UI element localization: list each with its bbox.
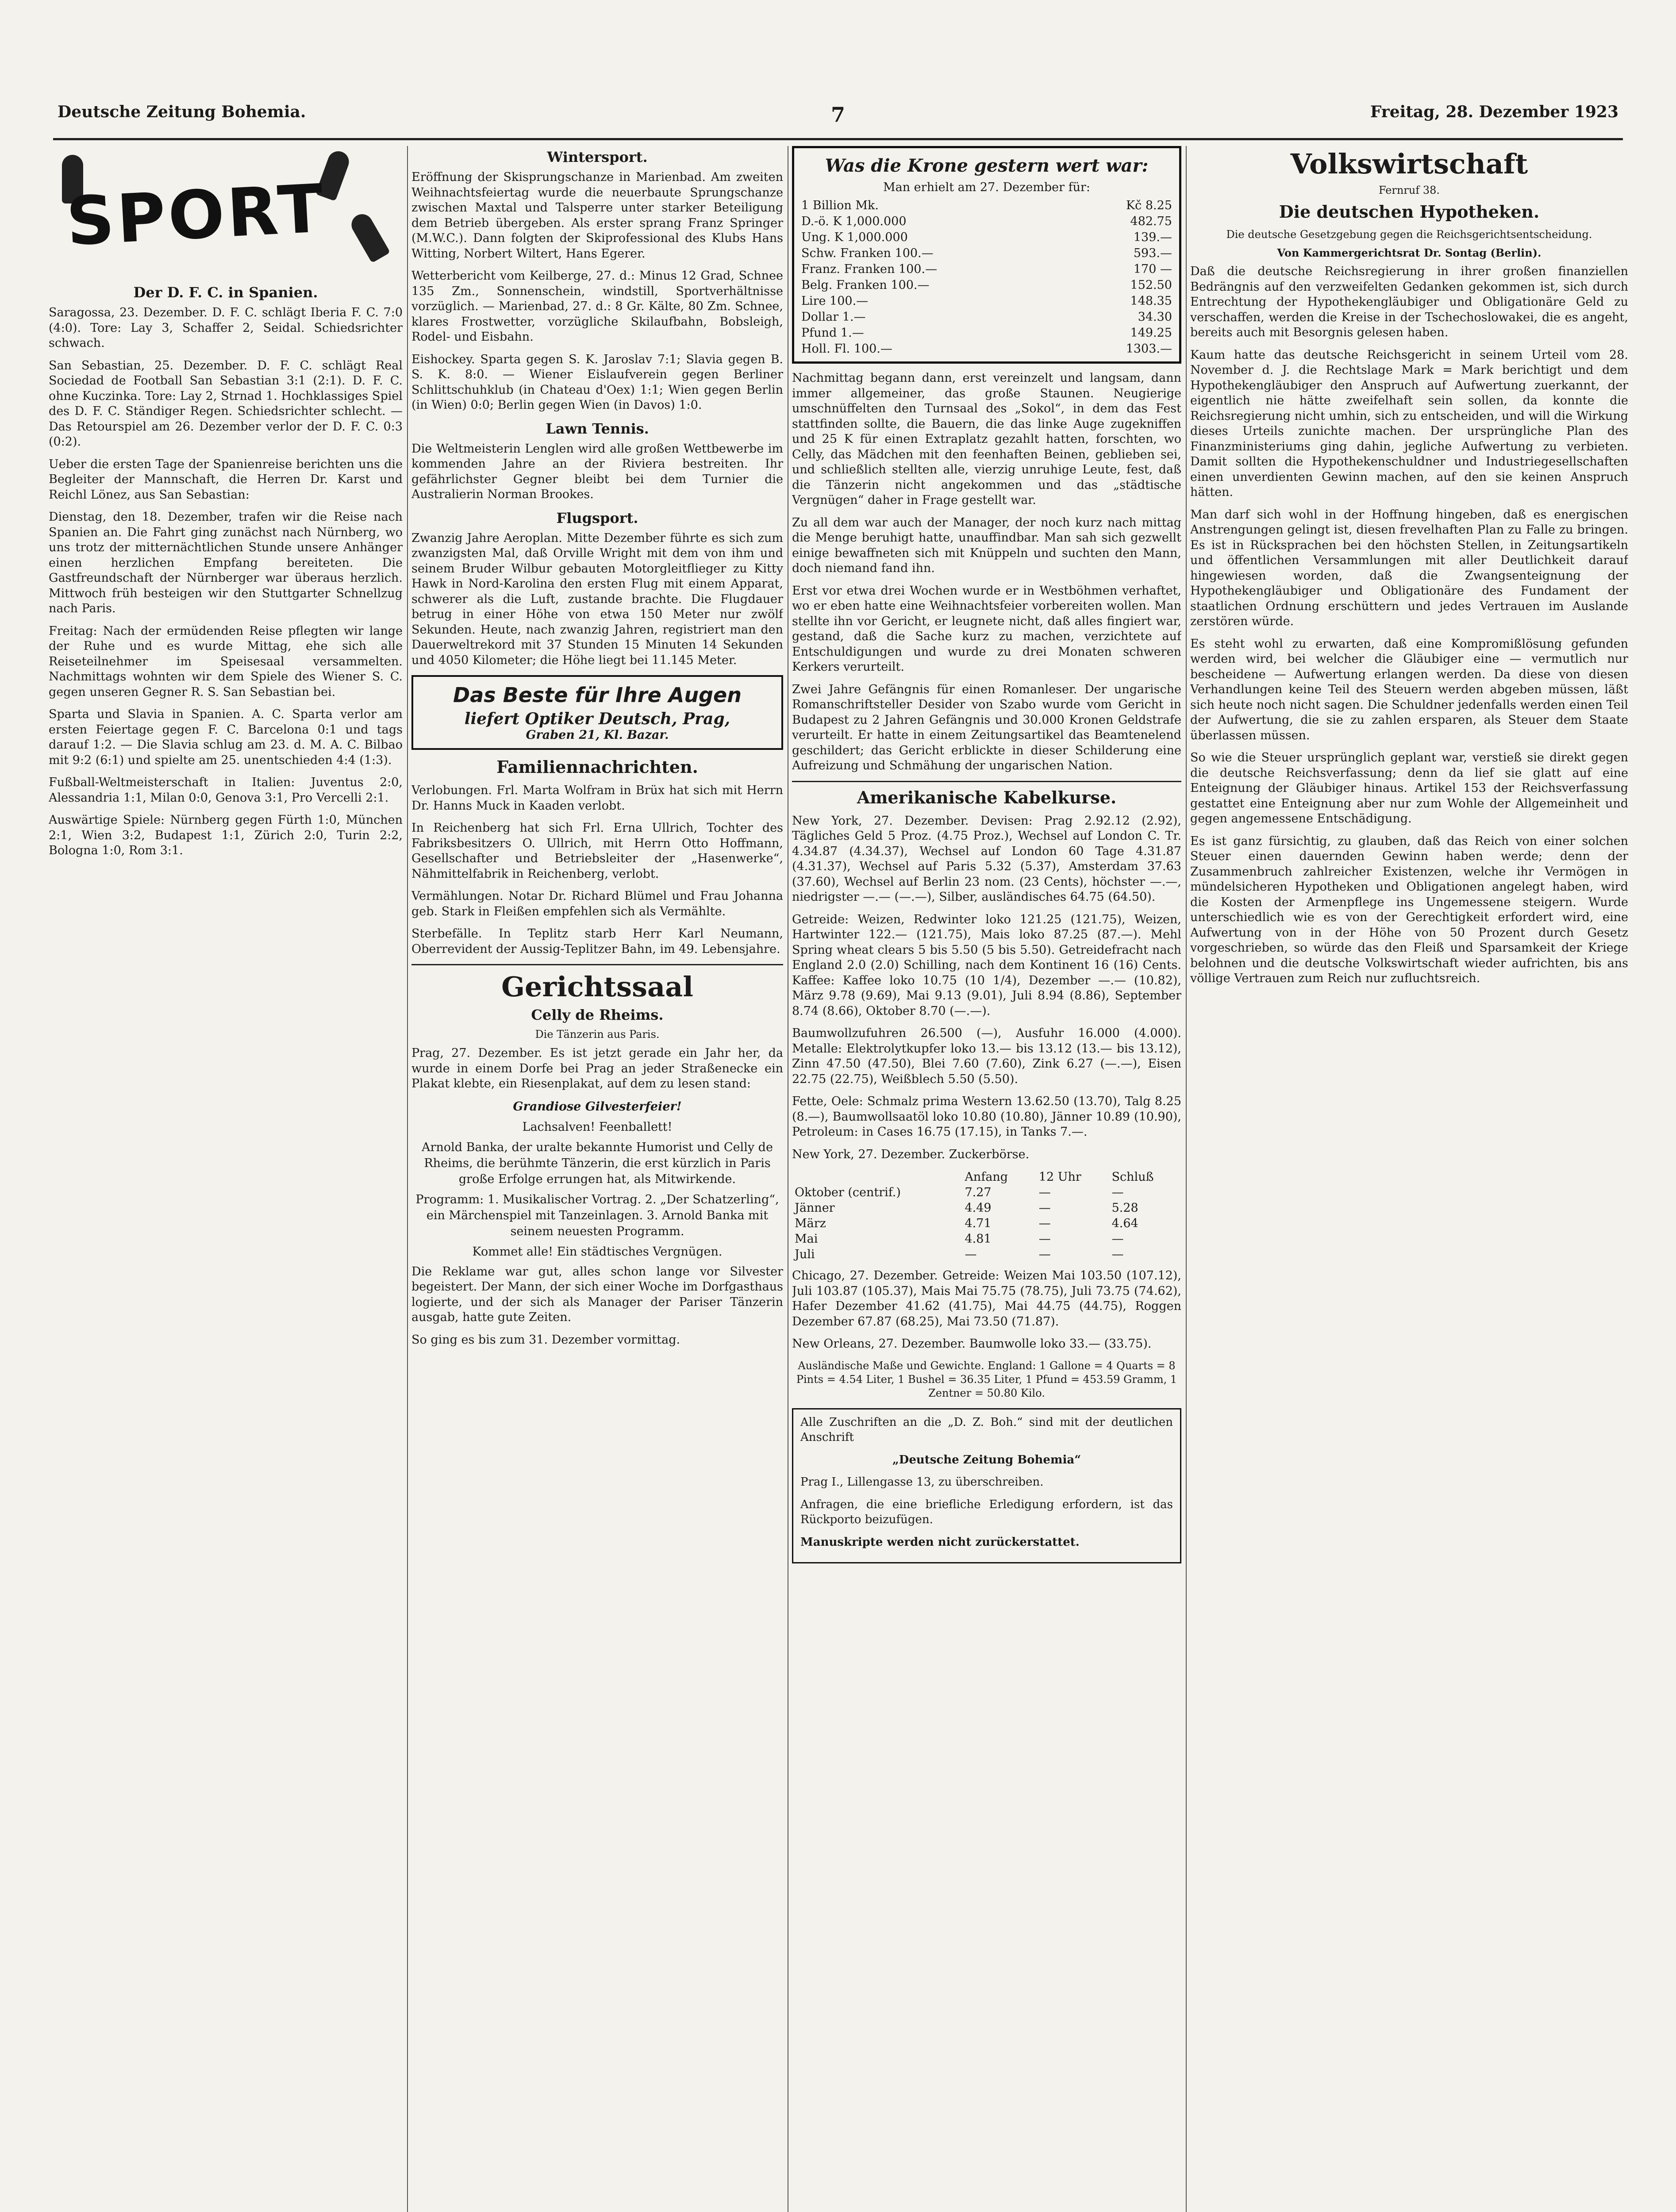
currency-rate-row <box>801 309 1172 325</box>
athlete-figure-icon <box>348 210 391 263</box>
article-paragraph: So ging es bis zum 31. Dezember vormittag. <box>411 1333 680 1347</box>
currency-name: D.-ö. K 1,000.000 <box>801 215 907 228</box>
headline-lawn-tennis: Lawn Tennis. <box>546 420 649 437</box>
currency-rate-row <box>801 214 1172 230</box>
column-divider <box>1186 146 1187 2212</box>
currency-value: 148.35 <box>1130 294 1172 308</box>
currency-value: 593.— <box>1133 246 1172 260</box>
table-cell: 4.71 <box>965 1217 992 1230</box>
headline-familiennachrichten: Familiennachrichten. <box>496 757 698 777</box>
table-cell: März <box>795 1217 826 1230</box>
table-row <box>792 1200 1181 1216</box>
article-paragraph: Kaum hatte das deutsche Reichsgericht in seinem Urteil vom 28. November d. J. die Rechtslage Mark = Mark berichtigt und dem Hypothekengläubiger den Anspruch auf Aufwertung zuerkannt, der eigentlich nie hätte zweifelhaft sein sollen, da konnte die Reichsregierung nicht umhin, sich zu entscheiden, und will die Wirkung dieses Urteils zunichte machen. Der ursprüngliche Plan des Finanzministeriums ging dahin, jegliche Aufwertung zu verbieten. Damit sollten die Hypothekenschuldner und Industriegesellschaften einen unverdienten Gewinn machen, auf den sie keinen Anspruch hätten. <box>1190 348 1628 499</box>
article-paragraph: In Reichenberg hat sich Frl. Erna Ullrich, Tochter des Fabriksbesitzers O. Ullrich, mit Herrn Otto Hoffmann, Gesellschafter und Betriebsleiter der „Hasenwerke“, Nähmittelfabrik in Reichenberg, verlobt. <box>411 821 783 881</box>
table-header <box>792 1169 962 1185</box>
sugar-exchange-title: New York, 27. Dezember. Zuckerbörse. <box>792 1147 1030 1161</box>
table-cell: — <box>1111 1232 1124 1246</box>
article-paragraph: Baumwollzufuhren 26.500 (—), Ausfuhr 16.000 (4.000). Metalle: Elektrolytkupfer loko 13.— bis 13.12 (13.— bis 13.12), Zinn 47.50 (47.50), Blei 7.60 (7.60), Zink 6.27 (—.—), Eisen 22.75 (22.75), Weißblech 5.50 (5.50). <box>792 1026 1181 1086</box>
subheadline: Die Tänzerin aus Paris. <box>535 1028 660 1041</box>
article-paragraph: Getreide: Weizen, Redwinter loko 121.25 (121.75), Weizen, Hartwinter 122.— (121.75), Mais loko 87.25 (87.—). Mehl Spring wheat clears 5 bis 5.50 (5 bis 5.50). Getreidefracht nach England 2.0 (2.0) Schilling, nach dem Kontinent 16 (16) Cents. Kaffee: Kaffee loko 10.75 (10 1/4), Dezember —.— (10.82), März 9.78 (9.69), Mai 9.13 (9.01), Juli 8.94 (8.86), September 8.74 (8.66), Oktober 8.70 (—.—). <box>792 912 1181 1018</box>
article-paragraph: Zwei Jahre Gefängnis für einen Romanleser. Der ungarische Romanschriftsteller Desider von Szabo wurde vom Gericht in Budapest zu 2 Jahren Gefängnis und 30.000 Kronen Geldstrafe verurteilt. Er hatte in einem Zeitungsartikel das Beamtenelend geschildert; das Gericht erblickte in dieser Schilderung eine Aufreizung und Schmähung der ungarischen Nation. <box>792 682 1181 772</box>
section-rule <box>792 781 1181 782</box>
poster-line: Programm: 1. Musikalischer Vortrag. 2. „Der Schatzerling“, ein Märchenspiel mit Tanzeinlagen. 3. Arnold Banka mit seinem neuesten Programm. <box>415 1192 779 1238</box>
table-row <box>792 1247 1181 1262</box>
sugar-exchange-table <box>792 1169 1181 1262</box>
currency-value: 170 — <box>1133 262 1172 276</box>
currency-rate-row <box>801 293 1172 309</box>
column-winter-family-court <box>411 146 783 2212</box>
notice-line: „Deutsche Zeitung Bohemia“ <box>892 1453 1081 1467</box>
headline-dfc-spain: Der D. F. C. in Spanien. <box>133 284 318 301</box>
table-cell: — <box>1111 1186 1124 1199</box>
currency-rate-row <box>801 198 1172 214</box>
currency-value: 139.— <box>1133 230 1172 244</box>
subheadline: Die deutsche Gesetzgebung gegen die Reichsgerichtsentscheidung. <box>1226 228 1592 241</box>
headline-wintersport: Wintersport. <box>547 149 648 165</box>
article-paragraph: Freitag: Nach der ermüdenden Reise pflegten wir lange der Ruhe und es wurde Mittag, ehe sich alle Reiseteilnehmer im Speisesaal versammelten. Nachmittags wohnten wir dem Spiele des Wiener S. C. gegen unseren Gegner R. S. San Sebastian bei. <box>49 624 403 699</box>
notice-line: Prag I., Lillengasse 13, zu überschreiben. <box>800 1475 1044 1489</box>
article-paragraph: Sterbefälle. In Teplitz starb Herr Karl Neumann, Oberrevident der Aussig-Teplitzer Bahn, im 49. Lebensjahre. <box>411 927 783 956</box>
table-cell: — <box>1038 1186 1051 1199</box>
notice-line: Manuskripte werden nicht zurückerstattet. <box>800 1535 1080 1549</box>
issue-date: Freitag, 28. Dezember 1923 <box>1370 103 1618 121</box>
article-paragraph: Zu all dem war auch der Manager, der noch kurz nach mittag die Menge beruhigt hatte, unauffindbar. Man sah sich gezwellt einige bewaffneten sich mit Knüppeln und suchten den Mann, doch niemand fand ihn. <box>792 515 1181 575</box>
editorial-notice-box <box>792 1408 1181 1564</box>
currency-value: 1303.— <box>1126 342 1172 356</box>
table-cell: Jänner <box>795 1201 835 1215</box>
article-paragraph: San Sebastian, 25. Dezember. D. F. C. schlägt Real Sociedad de Football San Sebastian 3:1 (2:1). D. F. C. ohne Kuczinka. Tore: Lay 2, Strnad 1. Hochklassiges Spiel des D. F. C. Ständiger Regen. Schiedsrichter schlecht. — Das Retourspiel am 26. Dezember verlor der D. F. C. 0:3 (0:2). <box>49 358 403 449</box>
table-header: 12 Uhr <box>1038 1170 1081 1184</box>
table-cell: — <box>1038 1217 1051 1230</box>
table-header: Schluß <box>1111 1170 1154 1184</box>
article-paragraph: Auswärtige Spiele: Nürnberg gegen Fürth 1:0, München 2:1, Wien 3:2, Budapest 1:1, Zürich 2:0, Turin 2:2, Bologna 1:0, Rom 3:1. <box>49 813 403 857</box>
article-paragraph: New Orleans, 27. Dezember. Baumwolle loko 33.— (33.75). <box>792 1337 1152 1351</box>
column-markets <box>792 146 1181 2212</box>
table-cell: 4.64 <box>1111 1217 1138 1230</box>
article-paragraph: Nachmittag begann dann, erst vereinzelt und langsam, dann immer allgemeiner, das große Staunen. Neugierige umschnüffelten den Turnsaal des „Sokol“, in dem das Fest stattfinden sollte, die Bauern, die das linke Auge zugekniffen und 25 K für einen Extraplatz gezahlt hatten, forschten, wo Celly, das Mädchen mit den feenhaften Beinen, geblieben sei, und schließlich stellten alle, vierzig unruhige Leute, fest, daß die Tänzerin nicht angekommen und das „städtische Vergnügen“ daher in Frage gestellt war. <box>792 371 1181 507</box>
table-cell: — <box>1038 1201 1051 1215</box>
article-paragraph: Wetterbericht vom Keilberge, 27. d.: Minus 12 Grad, Schnee 135 Zm., Sonnenschein, windstill, Sportverhältnisse vorzüglich. — Marienbad, 27. d.: 8 Gr. Kälte, 80 Zm. Schnee, klares Frostwetter, vorzügliche Skilaufbahn, Bobsleigh, Rodel- und Eisbahn. <box>411 269 783 344</box>
currency-name: Holl. Fl. 100.— <box>801 342 892 356</box>
headline-celly: Celly de Rheims. <box>531 1006 664 1023</box>
table-cell: — <box>965 1248 977 1261</box>
currency-name: Pfund 1.— <box>801 326 864 340</box>
masthead <box>58 103 1618 129</box>
poster-line: Arnold Banka, der uralte bekannte Humorist und Celly de Rheims, die berühmte Tänzerin, die erst kürzlich in Paris große Erfolge errungen hat, als Mitwirkende. <box>422 1140 773 1186</box>
table-header: Anfang <box>965 1170 1008 1184</box>
article-paragraph: Erst vor etwa drei Wochen wurde er in Westböhmen verhaftet, wo er eben hatte eine Weihnachtsfeier vorbereiten wollen. Man stellte ihn vor Gericht, er leugnete nicht, daß alles fingiert war, gestand, daß die Sache kurz zu machen, verzichtete auf Entschuldigungen und wurde zu drei Monaten schweren Kerkers verurteilt. <box>792 584 1181 674</box>
sport-logo-text: SPORT <box>64 170 328 261</box>
article-paragraph: Chicago, 27. Dezember. Getreide: Weizen Mai 103.50 (107.12), Juli 103.87 (105.37), Mais Mai 75.75 (78.75), Juli 73.75 (74.62), Hafer Dezember 41.62 (41.75), Mai 44.75 (44.75), Roggen Dezember 67.87 (68.25), Mai 73.50 (71.87). <box>792 1269 1181 1329</box>
currency-rate-row <box>801 277 1172 293</box>
currency-value: 152.50 <box>1130 278 1172 292</box>
currency-rate-row <box>801 230 1172 246</box>
table-cell: Oktober (centrif.) <box>795 1186 901 1199</box>
ad-address: Graben 21, Kl. Bazar. <box>526 728 669 742</box>
column-divider <box>407 146 408 2212</box>
article-paragraph: Eröffnung der Skisprungschanze in Marienbad. Am zweiten Weihnachtsfeiertag wurde die neuerbaute Sprungschanze zwischen Maxtal und Talsperre unter starker Beteiligung dem Betrieb übergeben. Als erster sprang Franz Springer (M.W.C.). Dann folgten der Skiprofessional des Klubs Hans Witting, Norbert Wiltert, Hans Egerer. <box>411 170 783 261</box>
article-paragraph: Eishockey. Sparta gegen S. K. Jaroslav 7:1; Slavia gegen B. S. K. 8:0. — Wiener Eislaufverein gegen Berliner Schlittschuhklub (in Chateau d'Oex) 1:1; Wien gegen Berlin (in Wien) 0:0; Berlin gegen Wien (in Davos) 1:0. <box>411 352 783 412</box>
phone-note: Fernruf 38. <box>1378 184 1440 196</box>
currency-value: 149.25 <box>1130 326 1172 340</box>
table-cell: Mai <box>795 1232 818 1246</box>
poster-title: Grandiose Gilvesterfeier! <box>513 1099 682 1114</box>
section-rule <box>411 964 783 965</box>
currency-rate-row <box>801 246 1172 261</box>
headline-kabelkurse: Amerikanische Kabelkurse. <box>857 787 1117 807</box>
notice-line: Alle Zuschriften an die „D. Z. Boh.“ sind mit der deutlichen Anschrift <box>800 1415 1173 1444</box>
table-cell: 5.28 <box>1111 1201 1138 1215</box>
currency-rate-list <box>801 198 1172 357</box>
article-paragraph: Saragossa, 23. Dezember. D. F. C. schlägt Iberia F. C. 7:0 (4:0). Tore: Lay 3, Schaffer 2, Seidal. Schiedsrichter schwach. <box>49 306 403 350</box>
newspaper-name: Deutsche Zeitung Bohemia. <box>58 103 306 121</box>
article-paragraph: Fette, Oele: Schmalz prima Western 13.62.50 (13.70), Talg 8.25 (8.—), Baumwollsaatöl loko 10.80 (10.80), Jänner 10.89 (10.90), Petroleum: in Cases 16.75 (17.15), in Tanks 7.—. <box>792 1094 1181 1139</box>
table-cell: — <box>1038 1232 1051 1246</box>
currency-rate-row <box>801 325 1172 341</box>
article-paragraph: Zwanzig Jahre Aeroplan. Mitte Dezember führte es sich zum zwanzigsten Mal, daß Orville Wright mit dem von ihm und seinem Bruder Wilbur gebauten Motorgleitflieger zu Kitty Hawk in Nord-Karolina den ersten Flug mit einem Apparat, schwerer als die Luft, zustande brachte. Die Flugdauer betrug in einer Höhe von etwa 150 Meter nur zwölf Sekunden. Heute, nach zwanzig Jahren, registriert man den Dauerweltrekord mit 37 Stunden 15 Minuten 14 Sekunden und 4050 Kilometer; die Höhe liegt bei 11.145 Meter. <box>411 531 783 667</box>
article-paragraph: So wie die Steuer ursprünglich geplant war, verstieß sie direkt gegen die deutsche Reichsverfassung; denn da lief sie glatt auf eine Enteignung der Gläubiger hinaus. Artikel 153 der Reichsverfassung gestattet eine Enteignung aber nur zum Wohle der Allgemeinheit und gegen angemessene Entschädigung. <box>1190 751 1628 826</box>
poster-line: Kommet alle! Ein städtisches Vergnügen. <box>472 1244 723 1259</box>
ad-company: liefert Optiker Deutsch, Prag, <box>464 710 730 728</box>
currency-value: 34.30 <box>1138 310 1172 324</box>
table-row <box>792 1231 1181 1247</box>
currency-value: 482.75 <box>1130 215 1172 228</box>
column-economy <box>1190 146 1628 2212</box>
currency-name: Dollar 1.— <box>801 310 866 324</box>
optician-advertisement <box>411 675 783 750</box>
currency-value: Kč 8.25 <box>1126 199 1172 212</box>
article-paragraph: Dienstag, den 18. Dezember, trafen wir die Reise nach Spanien an. Die Fahrt ging zunächst nach Nürnberg, wo uns trotz der mitternächtlichen Stunde unsere Anhänger einen herzlichen Empfang bereiteten. Die Gastfreundschaft der Nürnberger war überaus herzlich. Mittwoch früh besteigen wir den Stuttgarter Schnellzug nach Paris. <box>49 510 403 615</box>
measures-note: Ausländische Maße und Gewichte. England: 1 Gallone = 4 Quarts = 8 Pints = 4.54 Liter, 1 Bushel = 36.35 Liter, 1 Pfund = 453.59 Gramm, 1 Zentner = 50.80 Kilo. <box>796 1359 1177 1399</box>
currency-box-title: Was die Krone gestern wert war: <box>825 155 1149 176</box>
table-cell: 4.81 <box>965 1232 992 1246</box>
ad-headline: Das Beste für Ihre Augen <box>453 683 742 707</box>
currency-rate-row <box>801 341 1172 357</box>
currency-name: Schw. Franken 100.— <box>801 246 934 260</box>
article-paragraph: Verlobungen. Frl. Marta Wolfram in Brüx hat sich mit Herrn Dr. Hanns Muck in Kaaden verlobt. <box>411 783 783 813</box>
currency-name: Belg. Franken 100.— <box>801 278 930 292</box>
sport-logo <box>49 146 403 279</box>
article-paragraph: Die Reklame war gut, alles schon lange vor Silvester begeistert. Der Mann, der sich einer Woche im Dorfgasthaus logierte, und der sich als Manager der Pariser Tänzerin ausgab, hatte gute Zeiten. <box>411 1264 783 1324</box>
article-paragraph: Sparta und Slavia in Spanien. A. C. Sparta verlor am ersten Feiertage gegen F. C. Barcelona 0:1 und tags darauf 1:2. — Die Slavia schlug am 23. d. M. A. C. Bilbao mit 9:2 (6:1) und spielte am 25. unentschieden 4:4 (1:3). <box>49 707 403 767</box>
currency-rate-row <box>801 261 1172 277</box>
headline-gerichtssaal: Gerichtssaal <box>501 971 693 1003</box>
currency-name: Ung. K 1,000.000 <box>801 230 908 244</box>
page-number: 7 <box>830 103 846 127</box>
headline-hypotheken: Die deutschen Hypotheken. <box>1279 202 1540 222</box>
article-paragraph: Vermählungen. Notar Dr. Richard Blümel und Frau Johanna geb. Stark in Fleißen empfehlen sich als Vermählte. <box>411 889 783 918</box>
currency-name: Lire 100.— <box>801 294 869 308</box>
article-paragraph: New York, 27. Dezember. Devisen: Prag 2.92.12 (2.92), Tägliches Geld 5 Proz. (4.75 Proz.), Wechsel auf London C. Tr. 4.34.87 (4.34.37), Wechsel auf London 60 Tage 4.31.87 (4.31.37), Wechsel auf Paris 5.32 (5.37), Amsterdam 37.63 (37.60), Wechsel auf Berlin 23 nom. (23 Cents), höchster —.—, niedrigster —.— (—.—), Silber, ausländisches 64.75 (64.50). <box>792 814 1181 904</box>
article-paragraph: Die Weltmeisterin Lenglen wird alle großen Wettbewerbe im kommenden Jahre an der Riviera bestreiten. Ihr gefährlichster Gegner bleibt bei dem Turnier die Australierin Norman Brookes. <box>411 442 783 501</box>
article-paragraph: Daß die deutsche Reichsregierung in ihrer großen finanziellen Bedrängnis auf den verzweifelten Gedanken gekommen ist, sich durch Entrechtung der Hypothekengläubiger und Obligationäre Geld zu verschaffen, werden die Kreise in der Tschechoslowakei, die es angeht, bereits auch mit Besorgnis gelesen haben. <box>1190 265 1628 339</box>
article-paragraph: Man darf sich wohl in der Hoffnung hingeben, daß es energischen Anstrengungen gelingt ist, diesen frevelhaften Plan zu Falle zu bringen. Es ist in Rücksprachen bei den höchsten Stellen, in Zeitungsartikeln und öffentlichen Versammlungen mit aller Deutlichkeit darauf hingewiesen worden, daß die Zwangsenteignung der Hypothekengläubiger und Obligationäre des Fundament der staatlichen Ordnung erschüttern und jedes Vertrauen im Auslande zerstören würde. <box>1190 507 1628 628</box>
notice-line: Anfragen, die eine briefliche Erledigung erfordern, ist das Rückporto beizufügen. <box>800 1498 1173 1526</box>
table-cell: 4.49 <box>965 1201 992 1215</box>
table-row <box>792 1185 1181 1200</box>
column-sport <box>49 146 403 2212</box>
currency-box-subtitle: Man erhielt am 27. Dezember für: <box>883 180 1091 194</box>
article-paragraph: Ueber die ersten Tage der Spanienreise berichten uns die Begleiter der Mannschaft, die Herren Dr. Karst und Reichl Lönez, aus San Sebastian: <box>49 457 403 502</box>
article-paragraph: Es steht wohl zu erwarten, daß eine Kompromißlösung gefunden werden wird, bei welcher die Gläubiger eine — vermutlich nur bescheidene — Aufwertung erlangen werden. Da diese von diesen Verhandlungen keine Teil des Steuern werden abgeben müssen, läßt sich heute noch nicht sagen. Die Schuldner jedenfalls werden einen Teil der Aufwertung, die sie zu zahlen ersparen, als Steuer dem Staate überlassen müssen. <box>1190 637 1628 742</box>
currency-rates-box <box>792 146 1181 364</box>
currency-name: Franz. Franken 100.— <box>801 262 938 276</box>
table-cell: 7.27 <box>965 1186 992 1199</box>
headline-flugsport: Flugsport. <box>556 509 638 526</box>
table-cell: — <box>1111 1248 1124 1261</box>
article-paragraph: Prag, 27. Dezember. Es ist jetzt gerade ein Jahr her, da wurde in einem Dorfe bei Prag an jeder Straßenecke ein Plakat klebte, ein Riesenplakat, auf dem zu lesen stand: <box>411 1046 783 1091</box>
author-line: Von Kammergerichtsrat Dr. Sontag (Berlin). <box>1277 246 1541 259</box>
header-rule <box>53 138 1623 140</box>
table-cell: Juli <box>795 1248 815 1261</box>
poster-line: Lachsalven! Feenballett! <box>522 1120 673 1134</box>
article-paragraph: Fußball-Weltmeisterschaft in Italien: Juventus 2:0, Alessandria 1:1, Milan 0:0, Genova 3:1, Pro Vercelli 2:1. <box>49 776 403 805</box>
article-paragraph: Es ist ganz fürsichtig, zu glauben, daß das Reich von einer solchen Steuer einen dauernden Gewinn haben werde; denn der Zusammenbruch zahlreicher Existenzen, welche ihr Vermögen in mündelsicheren Hypotheken und Obligationen angelegt haben, wird die Kosten der Armenpflege ins Ungemessene steigern. Wurde unterschiedlich wie es von der Gerechtigkeit erfordert wird, eine Aufwertung von in der Höhe von 50 Prozent durch Gesetz vorgeschrieben, so würde das den Fleiß und Sparsamkeit der Kriege belohnen und die deutsche Volkswirtschaft wieder aufrichten, bis ans völlige Vertrauen zum Reich nur zufluchtsreich. <box>1190 834 1628 985</box>
table-row <box>792 1216 1181 1231</box>
currency-name: 1 Billion Mk. <box>801 199 879 212</box>
table-cell: — <box>1038 1248 1051 1261</box>
headline-volkswirtschaft: Volkswirtschaft <box>1290 148 1528 180</box>
